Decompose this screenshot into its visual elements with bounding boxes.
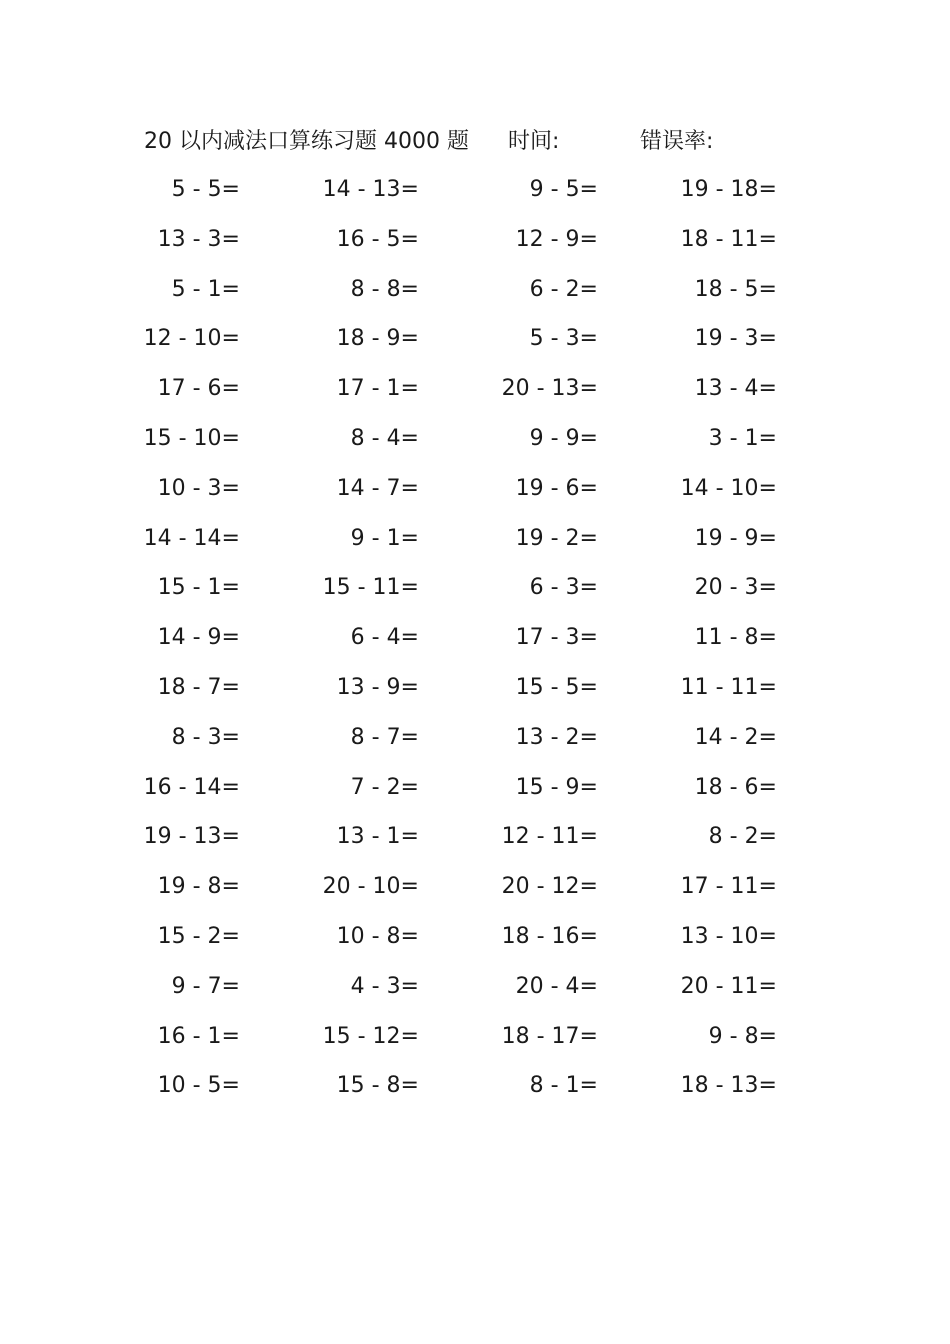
problem-2-4: 18 - 11= xyxy=(680,226,777,252)
problem-19-3: 8 - 1= xyxy=(529,1073,598,1099)
problem-9-4: 20 - 3= xyxy=(694,575,777,601)
column-gap xyxy=(598,1019,677,1069)
column-gap xyxy=(419,471,498,521)
problem-9-3: 6 - 3= xyxy=(529,575,598,601)
column-gap xyxy=(419,222,498,272)
column-gap xyxy=(777,321,800,371)
column-gap xyxy=(419,421,498,471)
problem-7-4: 14 - 10= xyxy=(680,475,777,501)
column-gap xyxy=(240,670,319,720)
column-gap xyxy=(598,919,677,969)
column-gap xyxy=(598,819,677,869)
problem-8-3: 19 - 2= xyxy=(515,525,598,551)
problem-12-1: 8 - 3= xyxy=(171,724,240,750)
column-gap xyxy=(777,620,800,670)
column-gap xyxy=(777,471,800,521)
column-gap xyxy=(240,620,319,670)
problem-11-3: 15 - 5= xyxy=(515,674,598,700)
problem-9-2: 15 - 11= xyxy=(322,575,419,601)
column-gap xyxy=(240,720,319,770)
column-gap xyxy=(240,570,319,620)
problem-15-2: 20 - 10= xyxy=(322,874,419,900)
problem-4-1: 12 - 10= xyxy=(143,326,240,352)
column-gap xyxy=(419,321,498,371)
problem-14-1: 19 - 13= xyxy=(143,824,240,850)
column-gap xyxy=(419,919,498,969)
column-gap xyxy=(777,770,800,820)
column-gap xyxy=(598,222,677,272)
problem-10-1: 14 - 9= xyxy=(157,625,240,651)
column-gap xyxy=(777,1068,800,1118)
problem-3-1: 5 - 1= xyxy=(171,276,240,302)
problem-13-4: 18 - 6= xyxy=(694,774,777,800)
problem-1-1: 5 - 5= xyxy=(171,177,240,202)
worksheet-header xyxy=(144,124,824,160)
column-gap xyxy=(240,969,319,1019)
column-gap xyxy=(419,819,498,869)
column-gap xyxy=(598,869,677,919)
problem-1-3: 9 - 5= xyxy=(529,177,598,202)
problem-4-2: 18 - 9= xyxy=(336,326,419,352)
error-rate-label: 错误率: xyxy=(640,129,714,154)
problem-17-2: 4 - 3= xyxy=(350,973,419,999)
column-gap xyxy=(419,521,498,571)
problem-5-4: 13 - 4= xyxy=(694,376,777,402)
column-gap xyxy=(598,620,677,670)
column-gap xyxy=(777,222,800,272)
column-gap xyxy=(598,670,677,720)
problem-10-4: 11 - 8= xyxy=(694,625,777,651)
column-gap xyxy=(598,321,677,371)
problem-19-4: 18 - 13= xyxy=(680,1073,777,1099)
column-gap xyxy=(240,272,319,322)
problem-4-4: 19 - 3= xyxy=(694,326,777,352)
problem-19-2: 15 - 8= xyxy=(336,1073,419,1099)
problem-7-1: 10 - 3= xyxy=(157,475,240,501)
problem-2-2: 16 - 5= xyxy=(336,226,419,252)
problem-3-2: 8 - 8= xyxy=(350,276,419,302)
problem-2-3: 12 - 9= xyxy=(515,226,598,252)
column-gap xyxy=(777,570,800,620)
column-gap xyxy=(240,421,319,471)
problem-11-4: 11 - 11= xyxy=(680,674,777,700)
problem-16-1: 15 - 2= xyxy=(157,923,240,949)
problem-6-4: 3 - 1= xyxy=(708,425,777,451)
column-gap xyxy=(777,272,800,322)
column-gap xyxy=(419,1019,498,1069)
problem-15-1: 19 - 8= xyxy=(157,874,240,900)
column-gap xyxy=(598,371,677,421)
problem-15-3: 20 - 12= xyxy=(501,874,598,900)
column-gap xyxy=(777,919,800,969)
column-gap xyxy=(240,471,319,521)
problem-17-1: 9 - 7= xyxy=(171,973,240,999)
problem-18-1: 16 - 1= xyxy=(157,1023,240,1049)
problem-11-2: 13 - 9= xyxy=(336,674,419,700)
problem-17-4: 20 - 11= xyxy=(680,973,777,999)
column-gap xyxy=(777,969,800,1019)
problem-13-1: 16 - 14= xyxy=(143,774,240,800)
column-gap xyxy=(598,272,677,322)
column-gap xyxy=(419,620,498,670)
column-gap xyxy=(240,321,319,371)
problem-11-1: 18 - 7= xyxy=(157,674,240,700)
problem-16-4: 13 - 10= xyxy=(680,923,777,949)
problem-3-3: 6 - 2= xyxy=(529,276,598,302)
problem-17-3: 20 - 4= xyxy=(515,973,598,999)
column-gap xyxy=(777,521,800,571)
column-gap xyxy=(240,371,319,421)
column-gap xyxy=(598,421,677,471)
column-gap xyxy=(240,919,319,969)
column-gap xyxy=(240,521,319,571)
problem-3-4: 18 - 5= xyxy=(694,276,777,302)
problem-10-3: 17 - 3= xyxy=(515,625,598,651)
time-label: 时间: xyxy=(508,129,560,154)
column-gap xyxy=(419,869,498,919)
problem-6-2: 8 - 4= xyxy=(350,425,419,451)
column-gap xyxy=(240,1068,319,1118)
column-gap xyxy=(777,1019,800,1069)
column-gap xyxy=(777,172,800,222)
problem-12-4: 14 - 2= xyxy=(694,724,777,750)
column-gap xyxy=(419,770,498,820)
column-gap xyxy=(598,521,677,571)
problem-4-3: 5 - 3= xyxy=(529,326,598,352)
problem-1-4: 19 - 18= xyxy=(680,177,777,202)
problem-12-3: 13 - 2= xyxy=(515,724,598,750)
problem-14-2: 13 - 1= xyxy=(336,824,419,850)
column-gap xyxy=(240,1019,319,1069)
problem-8-1: 14 - 14= xyxy=(143,525,240,551)
problem-18-3: 18 - 17= xyxy=(501,1023,598,1049)
problem-19-1: 10 - 5= xyxy=(157,1073,240,1099)
column-gap xyxy=(598,570,677,620)
column-gap xyxy=(598,770,677,820)
column-gap xyxy=(598,720,677,770)
problem-18-4: 9 - 8= xyxy=(708,1023,777,1049)
problem-7-3: 19 - 6= xyxy=(515,475,598,501)
problem-8-4: 19 - 9= xyxy=(694,525,777,551)
column-gap xyxy=(419,371,498,421)
problem-8-2: 9 - 1= xyxy=(350,525,419,551)
column-gap xyxy=(598,969,677,1019)
column-gap xyxy=(777,421,800,471)
column-gap xyxy=(777,670,800,720)
problem-16-2: 10 - 8= xyxy=(336,923,419,949)
column-gap xyxy=(777,869,800,919)
problem-15-4: 17 - 11= xyxy=(680,874,777,900)
problem-1-2: 14 - 13= xyxy=(322,177,419,202)
problem-13-2: 7 - 2= xyxy=(350,774,419,800)
problem-7-2: 14 - 7= xyxy=(336,475,419,501)
column-gap xyxy=(240,770,319,820)
problem-18-2: 15 - 12= xyxy=(322,1023,419,1049)
problem-12-2: 8 - 7= xyxy=(350,724,419,750)
column-gap xyxy=(240,222,319,272)
column-gap xyxy=(419,570,498,620)
column-gap xyxy=(419,670,498,720)
column-gap xyxy=(598,172,677,222)
column-gap xyxy=(240,172,319,222)
column-gap xyxy=(419,1068,498,1118)
problem-6-1: 15 - 10= xyxy=(143,425,240,451)
problem-13-3: 15 - 9= xyxy=(515,774,598,800)
column-gap xyxy=(777,371,800,421)
problem-5-2: 17 - 1= xyxy=(336,376,419,402)
worksheet-title: 20 以内减法口算练习题 4000 题 xyxy=(144,129,469,154)
problem-5-1: 17 - 6= xyxy=(157,376,240,402)
column-gap xyxy=(598,1068,677,1118)
problem-14-4: 8 - 2= xyxy=(708,824,777,850)
column-gap xyxy=(240,869,319,919)
column-gap xyxy=(598,471,677,521)
column-gap xyxy=(419,969,498,1019)
column-gap xyxy=(419,272,498,322)
column-gap xyxy=(240,819,319,869)
problem-grid xyxy=(140,172,800,1118)
column-gap xyxy=(777,720,800,770)
problem-10-2: 6 - 4= xyxy=(350,625,419,651)
column-gap xyxy=(419,172,498,222)
problem-6-3: 9 - 9= xyxy=(529,425,598,451)
problem-14-3: 12 - 11= xyxy=(501,824,598,850)
column-gap xyxy=(419,720,498,770)
problem-16-3: 18 - 16= xyxy=(501,923,598,949)
problem-5-3: 20 - 13= xyxy=(501,376,598,402)
column-gap xyxy=(777,819,800,869)
problem-9-1: 15 - 1= xyxy=(157,575,240,601)
problem-2-1: 13 - 3= xyxy=(157,226,240,252)
